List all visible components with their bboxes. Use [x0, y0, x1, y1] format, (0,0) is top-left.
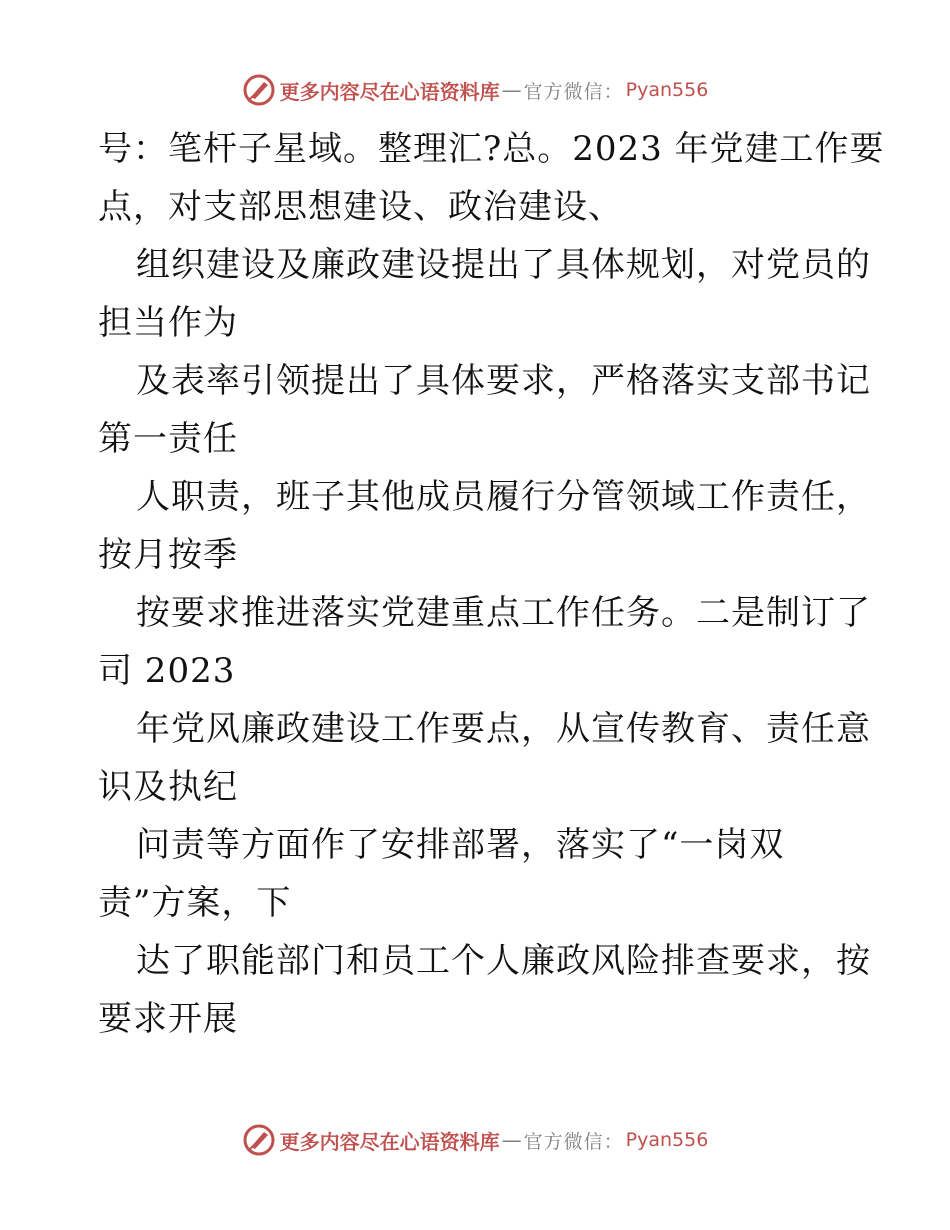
- body-line: 按月按季: [98, 535, 238, 575]
- body-line: 司 2023: [98, 651, 236, 691]
- body-line: 达了职能部门和员工个人廉政风险排查要求，按: [136, 941, 871, 981]
- body-line: 号：笔杆子星域。整理汇?总。2023 年党建工作要: [98, 129, 885, 169]
- footer-watermark-banner: [0, 1120, 950, 1160]
- header-wechat-id: Pyan556: [625, 79, 709, 101]
- quill-seal-logo-icon: [242, 1123, 276, 1157]
- footer-wechat-label: 官方微信：: [523, 1130, 624, 1153]
- body-line: 组织建设及廉政建设提出了具体规划，对党员的: [136, 245, 871, 285]
- quill-seal-logo-icon: [242, 73, 276, 107]
- header-site-text: 更多内容尽在心语资料库: [279, 79, 500, 104]
- header-wechat-label: 官方微信：: [523, 80, 624, 103]
- body-line: 责”方案，下: [98, 883, 292, 923]
- body-line: 及表率引领提出了具体要求，严格落实支部书记: [136, 361, 871, 401]
- body-line: 问责等方面作了安排部署，落实了“一岗双: [136, 825, 785, 865]
- body-line: 年党风廉政建设工作要点，从宣传教育、责任意: [136, 709, 871, 749]
- body-line: 点，对支部思想建设、政治建设、: [98, 187, 623, 227]
- body-line: 识及执纪: [98, 767, 238, 807]
- header-watermark-banner: [0, 70, 950, 110]
- body-line: 担当作为: [98, 303, 238, 343]
- body-line: 第一责任: [98, 419, 238, 459]
- body-line: 要求开展: [98, 999, 238, 1039]
- footer-site-text: 更多内容尽在心语资料库: [279, 1129, 500, 1154]
- footer-dash: —: [501, 1128, 522, 1152]
- body-line: 人职责，班子其他成员履行分管领域工作责任，: [136, 477, 871, 517]
- document-body: [98, 120, 885, 1048]
- header-dash: —: [501, 78, 522, 102]
- footer-wechat-id: Pyan556: [625, 1129, 709, 1151]
- body-line: 按要求推进落实党建重点工作任务。二是制订了: [136, 593, 871, 633]
